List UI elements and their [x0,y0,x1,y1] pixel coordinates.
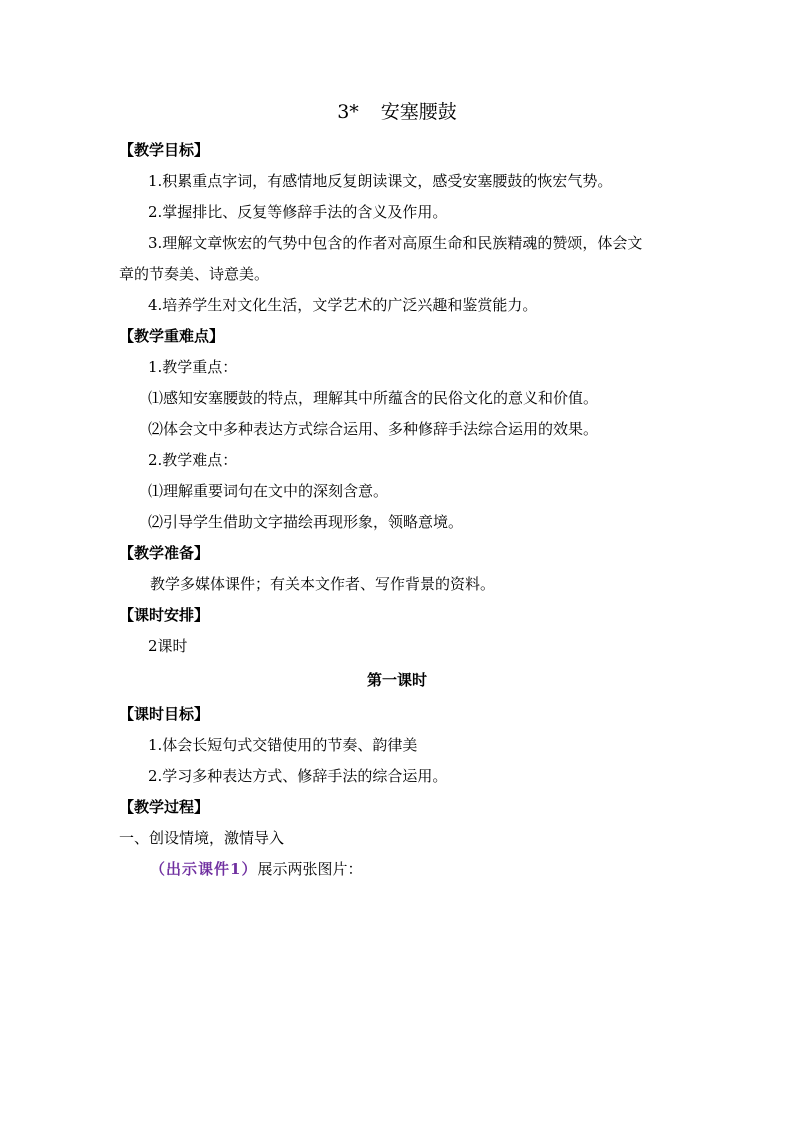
lesson-goals-heading: 【课时目标】 [119,705,210,723]
prep-heading: 【教学准备】 [119,544,210,562]
courseware-label: （出示课件1） [150,860,258,878]
objectives-heading: 【教学目标】 [119,141,210,159]
process-step: 一、创设情境，激情导入 [119,829,285,847]
schedule-text: 2课时 [148,637,188,655]
keypoints-heading: 【教学重难点】 [119,327,225,345]
objective-item: 3.理解文章恢宏的气势中包含的作者对高原生命和民族精魂的赞颂，体会文 [148,234,643,252]
objective-item: 1.积累重点字词，有感情地反复朗读课文，感受安塞腰鼓的恢宏气势。 [148,172,613,190]
keypoint-item: ⑴理解重要词句在文中的深刻含意。 [148,482,389,500]
prep-text: 教学多媒体课件；有关本文作者、写作背景的资料。 [150,575,496,593]
objective-item: 2.掌握排比、反复等修辞手法的含义及作用。 [148,203,448,221]
courseware-text: 展示两张图片： [257,860,363,878]
lesson-goal-item: 2.学习多种表达方式、修辞手法的综合运用。 [148,767,448,785]
keypoint-item: ⑴感知安塞腰鼓的特点，理解其中所蕴含的民俗文化的意义和价值。 [148,389,599,407]
objective-item-continued: 章的节奏美、诗意美。 [119,265,270,283]
title-number: 3* [337,101,359,123]
page-title [0,100,794,124]
keypoint-item: 1.教学重点： [148,358,238,376]
objective-item: 4.培养学生对文化生活，文学艺术的广泛兴趣和鉴赏能力。 [148,296,538,314]
keypoint-item: 2.教学难点： [148,451,238,469]
keypoint-item: ⑵体会文中多种表达方式综合运用、多种修辞手法综合运用的效果。 [148,420,599,438]
lesson-goal-item: 1.体会长短句式交错使用的节奏、韵律美 [148,736,418,754]
process-heading: 【教学过程】 [119,798,210,816]
lesson-title: 第一课时 [366,671,427,689]
keypoint-item: ⑵引导学生借助文字描绘再现形象，领略意境。 [148,513,464,531]
schedule-heading: 【课时安排】 [119,606,210,624]
courseware-line [150,859,362,879]
title-text: 安塞腰鼓 [380,101,457,123]
